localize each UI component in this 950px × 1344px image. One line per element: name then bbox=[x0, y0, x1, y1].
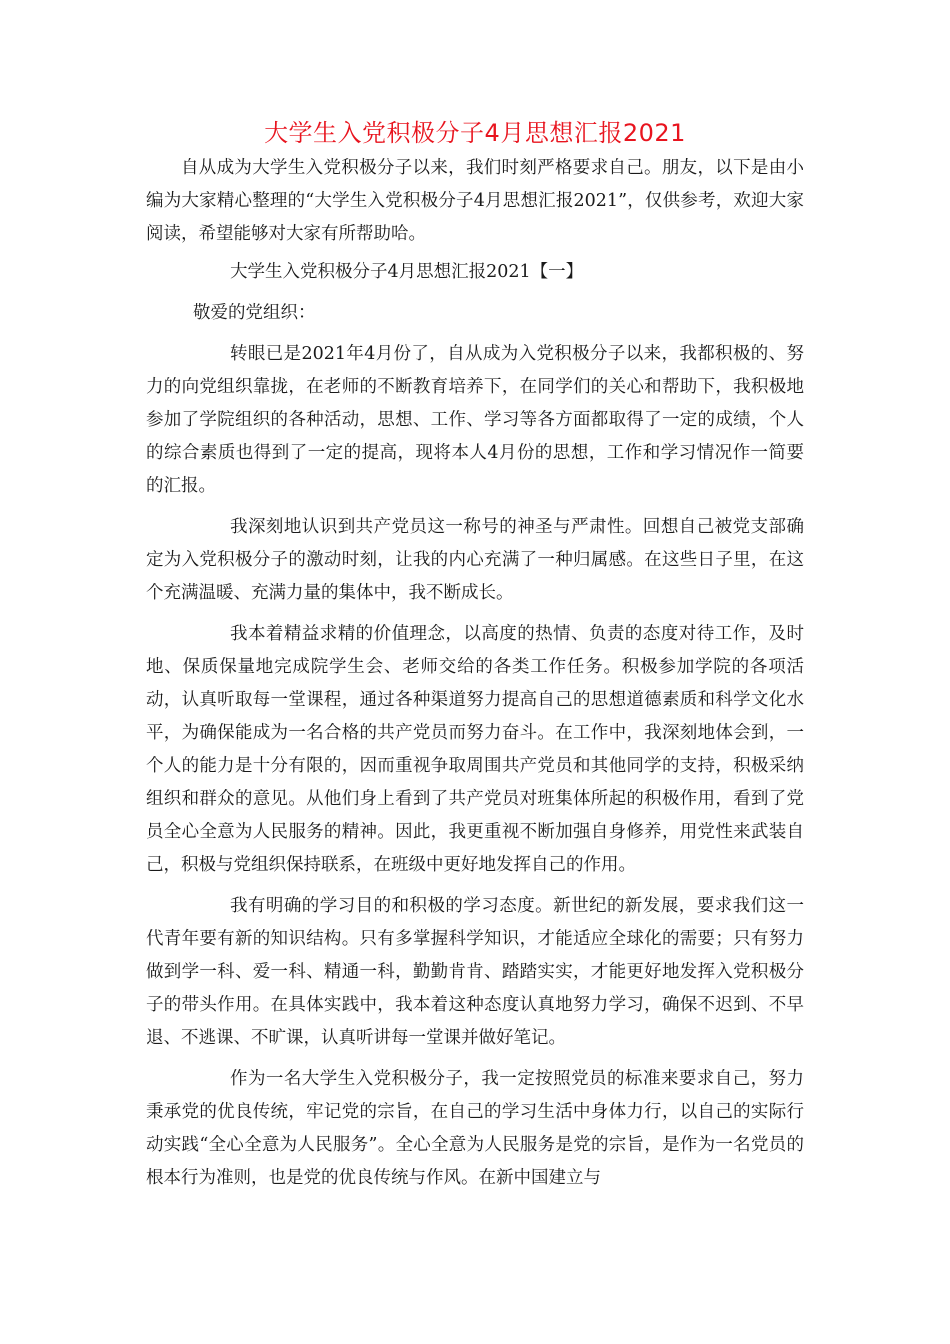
intro-paragraph: 自从成为大学生入党积极分子以来，我们时刻严格要求自己。朋友，以下是由小编为大家精心整理的“大学生入党积极分子4月思想汇报2021”，仅供参考，欢迎大家阅读，希望能够对大家有所帮助哈。 bbox=[146, 158, 804, 244]
body-paragraph-5: 作为一名大学生入党积极分子，我一定按照党员的标准来要求自己，努力秉承党的优良传统，牢记党的宗旨，在自己的学习生活中身体力行，以自己的实际行动实践“全心全意为人民服务”。全心全意为人民服务是党的宗旨，是作为一名党员的根本行为准则，也是党的优良传统与作风。在新中国建立与 bbox=[146, 1069, 804, 1188]
body-paragraph-3: 我本着精益求精的价值理念，以高度的热情、负责的态度对待工作，及时地、保质保量地完成院学生会、老师交给的各类工作任务。积极参加学院的各项活动，认真听取每一堂课程，通过各种渠道努力提高自己的思想道德素质和科学文化水平，为确保能成为一名合格的共产党员而努力奋斗。在工作中，我深刻地体会到，一个人的能力是十分有限的，因而重视争取周围共产党员和其他同学的支持，积极采纳组织和群众的意见。从他们身上看到了共产党员对班集体所起的积极作用，看到了党员全心全意为人民服务的精神。因此，我更重视不断加强自身修养，用党性来武装自己，积极与党组织保持联系，在班级中更好地发挥自己的作用。 bbox=[146, 624, 804, 875]
document-title: 大学生入党积极分子4月思想汇报2021 bbox=[264, 119, 686, 147]
document-body bbox=[146, 152, 804, 1195]
body-paragraph-4: 我有明确的学习目的和积极的学习态度。新世纪的新发展，要求我们这一代青年要有新的知识结构。只有多掌握科学知识，才能适应全球化的需要；只有努力做到学一科、爱一科、精通一科，勤勤肯肯、踏踏实实，才能更好地发挥入党积极分子的带头作用。在具体实践中，我本着这种态度认真地努力学习，确保不迟到、不早退、不逃课、不旷课，认真听讲每一堂课并做好笔记。 bbox=[146, 896, 804, 1048]
body-paragraph-2: 我深刻地认识到共产党员这一称号的神圣与严肃性。回想自己被党支部确定为入党积极分子的激动时刻，让我的内心充满了一种归属感。在这些日子里，在这个充满温暖、充满力量的集体中，我不断成长。 bbox=[146, 517, 804, 603]
section-subtitle: 大学生入党积极分子4月思想汇报2021【一】 bbox=[230, 262, 584, 282]
body-paragraph-1: 转眼已是2021年4月份了，自从成为入党积极分子以来，我都积极的、努力的向党组织靠拢，在老师的不断教育培养下，在同学们的关心和帮助下，我积极地参加了学院组织的各种活动，思想、工作、学习等各方面都取得了一定的成绩，个人的综合素质也得到了一定的提高，现将本人4月份的思想，工作和学习情况作一简要的汇报。 bbox=[146, 344, 804, 496]
salutation: 敬爱的党组织： bbox=[193, 303, 316, 323]
